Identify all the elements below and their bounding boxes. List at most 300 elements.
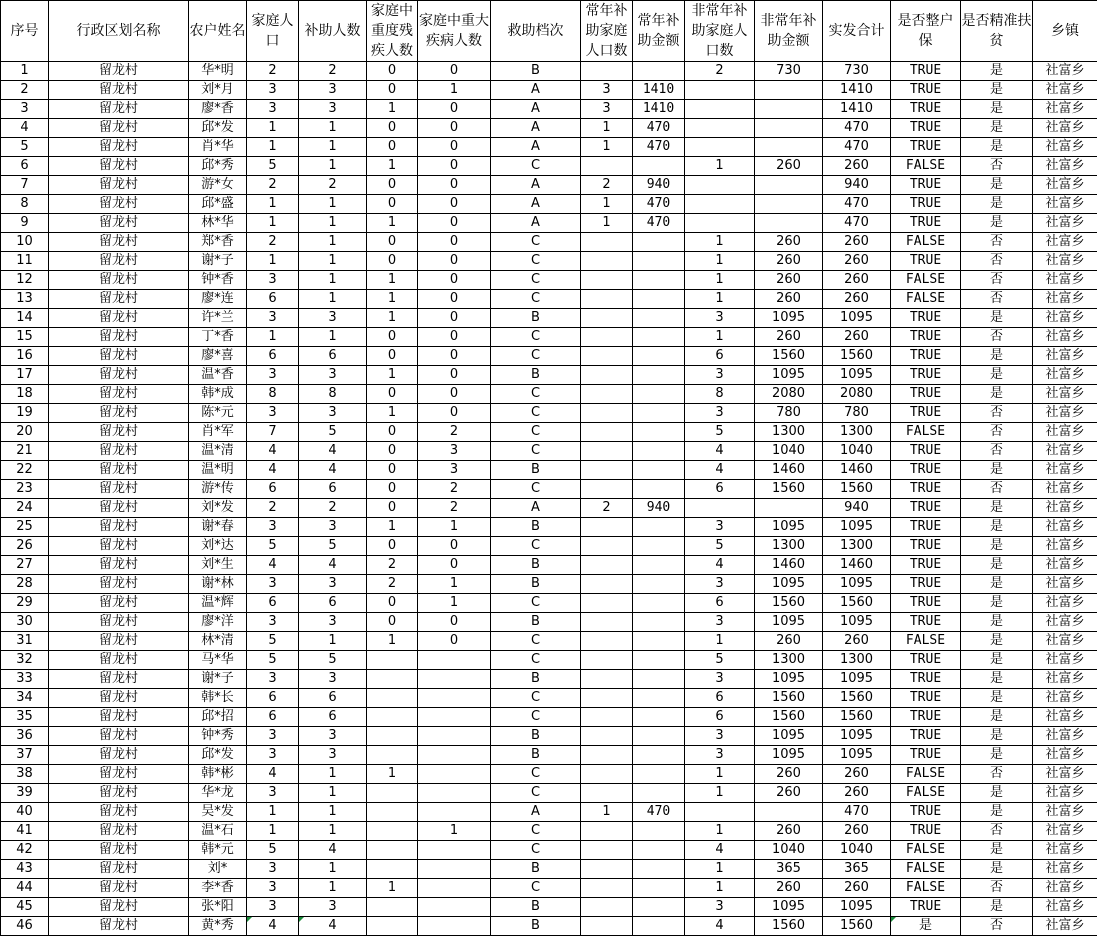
cell-regular-amount[interactable] (633, 537, 685, 556)
cell-aided-count[interactable]: 6 (299, 708, 367, 727)
cell-seq[interactable]: 24 (1, 499, 49, 518)
cell-total[interactable]: 470 (823, 803, 891, 822)
cell-regular-people[interactable] (581, 651, 633, 670)
cell-town[interactable]: 社富乡 (1033, 746, 1097, 765)
cell-regular-amount[interactable] (633, 290, 685, 309)
cell-regular-amount[interactable]: 470 (633, 803, 685, 822)
cell-regular-people[interactable]: 1 (581, 214, 633, 233)
cell-illness-count[interactable]: 0 (418, 62, 491, 81)
cell-seq[interactable]: 31 (1, 632, 49, 651)
cell-whole-household[interactable]: TRUE (891, 404, 961, 423)
cell-seq[interactable]: 25 (1, 518, 49, 537)
cell-irregular-people[interactable]: 1 (685, 233, 755, 252)
cell-regular-amount[interactable] (633, 860, 685, 879)
cell-seq[interactable]: 34 (1, 689, 49, 708)
cell-regular-people[interactable]: 1 (581, 119, 633, 138)
cell-precise-poverty[interactable]: 是 (961, 803, 1033, 822)
cell-town[interactable]: 社富乡 (1033, 461, 1097, 480)
cell-regular-people[interactable] (581, 708, 633, 727)
cell-regular-people[interactable] (581, 537, 633, 556)
cell-aid-level[interactable]: B (491, 575, 581, 594)
cell-disabled-count[interactable]: 0 (367, 176, 418, 195)
cell-whole-household[interactable]: TRUE (891, 119, 961, 138)
cell-name[interactable]: 游*女 (189, 176, 247, 195)
cell-precise-poverty[interactable]: 是 (961, 461, 1033, 480)
cell-regular-amount[interactable] (633, 765, 685, 784)
cell-illness-count[interactable]: 1 (418, 575, 491, 594)
cell-irregular-people[interactable]: 6 (685, 480, 755, 499)
cell-family-size[interactable]: 3 (247, 860, 299, 879)
cell-illness-count[interactable] (418, 784, 491, 803)
cell-regular-amount[interactable]: 940 (633, 499, 685, 518)
cell-seq[interactable]: 26 (1, 537, 49, 556)
cell-regular-people[interactable] (581, 784, 633, 803)
cell-name[interactable]: 韩*成 (189, 385, 247, 404)
cell-irregular-amount[interactable] (755, 81, 823, 100)
cell-disabled-count[interactable]: 1 (367, 404, 418, 423)
cell-regular-amount[interactable] (633, 233, 685, 252)
cell-precise-poverty[interactable]: 是 (961, 176, 1033, 195)
cell-total[interactable]: 1040 (823, 841, 891, 860)
cell-total[interactable]: 1300 (823, 423, 891, 442)
cell-total[interactable]: 470 (823, 195, 891, 214)
cell-regular-people[interactable] (581, 347, 633, 366)
cell-aided-count[interactable]: 3 (299, 100, 367, 119)
cell-whole-household[interactable]: FALSE (891, 879, 961, 898)
cell-district[interactable]: 留龙村 (49, 898, 189, 917)
header-aid-level[interactable]: 救助档次 (491, 1, 581, 62)
cell-aid-level[interactable]: C (491, 822, 581, 841)
cell-district[interactable]: 留龙村 (49, 708, 189, 727)
cell-district[interactable]: 留龙村 (49, 252, 189, 271)
cell-total[interactable]: 260 (823, 328, 891, 347)
cell-disabled-count[interactable]: 2 (367, 556, 418, 575)
cell-total[interactable]: 260 (823, 252, 891, 271)
cell-regular-amount[interactable] (633, 157, 685, 176)
cell-illness-count[interactable] (418, 803, 491, 822)
cell-whole-household[interactable]: TRUE (891, 328, 961, 347)
cell-illness-count[interactable]: 0 (418, 309, 491, 328)
cell-aid-level[interactable]: A (491, 119, 581, 138)
cell-family-size[interactable]: 6 (247, 480, 299, 499)
cell-disabled-count[interactable]: 0 (367, 423, 418, 442)
cell-irregular-people[interactable] (685, 214, 755, 233)
cell-seq[interactable]: 3 (1, 100, 49, 119)
cell-regular-amount[interactable] (633, 347, 685, 366)
cell-total[interactable]: 365 (823, 860, 891, 879)
cell-irregular-people[interactable]: 4 (685, 461, 755, 480)
cell-seq[interactable]: 33 (1, 670, 49, 689)
cell-name[interactable]: 韩*长 (189, 689, 247, 708)
cell-irregular-people[interactable]: 4 (685, 841, 755, 860)
cell-family-size[interactable]: 3 (247, 784, 299, 803)
cell-whole-household[interactable]: FALSE (891, 765, 961, 784)
cell-irregular-amount[interactable]: 1460 (755, 556, 823, 575)
cell-irregular-people[interactable] (685, 100, 755, 119)
cell-precise-poverty[interactable]: 否 (961, 404, 1033, 423)
cell-aided-count[interactable]: 3 (299, 309, 367, 328)
cell-illness-count[interactable]: 0 (418, 176, 491, 195)
cell-aid-level[interactable]: B (491, 613, 581, 632)
cell-precise-poverty[interactable]: 否 (961, 480, 1033, 499)
cell-town[interactable]: 社富乡 (1033, 309, 1097, 328)
cell-regular-people[interactable] (581, 746, 633, 765)
cell-illness-count[interactable]: 0 (418, 385, 491, 404)
cell-disabled-count[interactable] (367, 784, 418, 803)
cell-name[interactable]: 廖*连 (189, 290, 247, 309)
cell-aided-count[interactable]: 1 (299, 765, 367, 784)
cell-aid-level[interactable]: C (491, 841, 581, 860)
cell-regular-people[interactable] (581, 404, 633, 423)
cell-family-size[interactable]: 3 (247, 613, 299, 632)
cell-regular-amount[interactable] (633, 651, 685, 670)
cell-illness-count[interactable]: 1 (418, 81, 491, 100)
cell-aid-level[interactable]: C (491, 271, 581, 290)
cell-seq[interactable]: 41 (1, 822, 49, 841)
cell-regular-people[interactable] (581, 575, 633, 594)
cell-total[interactable]: 1040 (823, 442, 891, 461)
cell-aided-count[interactable]: 1 (299, 271, 367, 290)
cell-irregular-amount[interactable]: 1560 (755, 689, 823, 708)
cell-illness-count[interactable] (418, 708, 491, 727)
cell-total[interactable]: 1095 (823, 366, 891, 385)
cell-total[interactable]: 780 (823, 404, 891, 423)
cell-regular-people[interactable] (581, 670, 633, 689)
cell-aid-level[interactable]: C (491, 423, 581, 442)
cell-disabled-count[interactable]: 1 (367, 765, 418, 784)
header-illness-count[interactable]: 家庭中重大疾病人数 (418, 1, 491, 62)
cell-name[interactable]: 许*兰 (189, 309, 247, 328)
cell-regular-people[interactable] (581, 689, 633, 708)
cell-seq[interactable]: 28 (1, 575, 49, 594)
cell-regular-amount[interactable]: 470 (633, 119, 685, 138)
cell-regular-people[interactable] (581, 480, 633, 499)
cell-whole-household[interactable]: TRUE (891, 575, 961, 594)
cell-name[interactable]: 温*辉 (189, 594, 247, 613)
cell-seq[interactable]: 39 (1, 784, 49, 803)
cell-disabled-count[interactable] (367, 860, 418, 879)
cell-name[interactable]: 温*石 (189, 822, 247, 841)
cell-regular-amount[interactable] (633, 727, 685, 746)
cell-precise-poverty[interactable]: 是 (961, 670, 1033, 689)
cell-disabled-count[interactable]: 0 (367, 613, 418, 632)
cell-irregular-amount[interactable]: 1095 (755, 613, 823, 632)
cell-whole-household[interactable]: TRUE (891, 537, 961, 556)
cell-regular-amount[interactable]: 470 (633, 138, 685, 157)
cell-irregular-amount[interactable] (755, 138, 823, 157)
cell-irregular-amount[interactable]: 1460 (755, 461, 823, 480)
cell-irregular-amount[interactable]: 1095 (755, 670, 823, 689)
cell-aided-count[interactable]: 1 (299, 784, 367, 803)
cell-town[interactable]: 社富乡 (1033, 841, 1097, 860)
cell-total[interactable]: 1095 (823, 518, 891, 537)
cell-seq[interactable]: 38 (1, 765, 49, 784)
cell-seq[interactable]: 35 (1, 708, 49, 727)
cell-illness-count[interactable]: 0 (418, 613, 491, 632)
cell-regular-people[interactable]: 1 (581, 803, 633, 822)
cell-regular-people[interactable] (581, 271, 633, 290)
cell-aid-level[interactable]: B (491, 917, 581, 936)
cell-district[interactable]: 留龙村 (49, 518, 189, 537)
cell-whole-household[interactable]: TRUE (891, 822, 961, 841)
cell-precise-poverty[interactable]: 是 (961, 727, 1033, 746)
cell-aid-level[interactable]: C (491, 385, 581, 404)
cell-district[interactable]: 留龙村 (49, 613, 189, 632)
cell-seq[interactable]: 7 (1, 176, 49, 195)
cell-regular-people[interactable] (581, 594, 633, 613)
cell-aided-count[interactable]: 3 (299, 366, 367, 385)
header-irregular-people[interactable]: 非常年补助家庭人口数 (685, 1, 755, 62)
cell-regular-amount[interactable] (633, 898, 685, 917)
cell-precise-poverty[interactable]: 是 (961, 100, 1033, 119)
cell-district[interactable]: 留龙村 (49, 62, 189, 81)
cell-total[interactable]: 1560 (823, 708, 891, 727)
cell-regular-people[interactable] (581, 252, 633, 271)
cell-seq[interactable]: 45 (1, 898, 49, 917)
cell-irregular-people[interactable]: 1 (685, 157, 755, 176)
cell-regular-amount[interactable] (633, 366, 685, 385)
cell-whole-household[interactable]: FALSE (891, 784, 961, 803)
cell-seq[interactable]: 13 (1, 290, 49, 309)
cell-whole-household[interactable]: FALSE (891, 290, 961, 309)
cell-precise-poverty[interactable]: 是 (961, 366, 1033, 385)
cell-town[interactable]: 社富乡 (1033, 81, 1097, 100)
cell-illness-count[interactable] (418, 670, 491, 689)
cell-town[interactable]: 社富乡 (1033, 708, 1097, 727)
cell-precise-poverty[interactable]: 是 (961, 214, 1033, 233)
cell-irregular-amount[interactable]: 730 (755, 62, 823, 81)
cell-precise-poverty[interactable]: 是 (961, 860, 1033, 879)
cell-aid-level[interactable]: B (491, 518, 581, 537)
cell-aid-level[interactable]: A (491, 499, 581, 518)
cell-whole-household[interactable]: FALSE (891, 271, 961, 290)
cell-name[interactable]: 林*华 (189, 214, 247, 233)
cell-disabled-count[interactable]: 1 (367, 632, 418, 651)
cell-disabled-count[interactable] (367, 746, 418, 765)
cell-name[interactable]: 邱*发 (189, 746, 247, 765)
cell-disabled-count[interactable]: 0 (367, 594, 418, 613)
cell-district[interactable]: 留龙村 (49, 119, 189, 138)
cell-irregular-amount[interactable]: 1560 (755, 480, 823, 499)
cell-aided-count[interactable]: 2 (299, 499, 367, 518)
cell-whole-household[interactable]: TRUE (891, 556, 961, 575)
cell-illness-count[interactable]: 0 (418, 366, 491, 385)
cell-total[interactable]: 260 (823, 233, 891, 252)
cell-irregular-people[interactable]: 1 (685, 290, 755, 309)
cell-town[interactable]: 社富乡 (1033, 480, 1097, 499)
cell-whole-household[interactable]: TRUE (891, 138, 961, 157)
cell-illness-count[interactable]: 0 (418, 100, 491, 119)
cell-district[interactable]: 留龙村 (49, 803, 189, 822)
cell-regular-people[interactable] (581, 328, 633, 347)
cell-regular-people[interactable] (581, 157, 633, 176)
cell-seq[interactable]: 27 (1, 556, 49, 575)
cell-irregular-people[interactable]: 8 (685, 385, 755, 404)
cell-name[interactable]: 肖*华 (189, 138, 247, 157)
cell-total[interactable]: 260 (823, 765, 891, 784)
cell-precise-poverty[interactable]: 是 (961, 119, 1033, 138)
cell-regular-amount[interactable] (633, 328, 685, 347)
cell-precise-poverty[interactable]: 是 (961, 556, 1033, 575)
cell-illness-count[interactable]: 0 (418, 214, 491, 233)
cell-whole-household[interactable]: TRUE (891, 252, 961, 271)
cell-seq[interactable]: 18 (1, 385, 49, 404)
cell-regular-people[interactable] (581, 917, 633, 936)
cell-aid-level[interactable]: B (491, 860, 581, 879)
cell-regular-amount[interactable] (633, 442, 685, 461)
cell-aid-level[interactable]: B (491, 727, 581, 746)
cell-aided-count[interactable]: 1 (299, 879, 367, 898)
cell-aid-level[interactable]: C (491, 784, 581, 803)
cell-name[interactable]: 刘*发 (189, 499, 247, 518)
cell-irregular-amount[interactable]: 260 (755, 632, 823, 651)
cell-illness-count[interactable] (418, 765, 491, 784)
cell-whole-household[interactable]: TRUE (891, 594, 961, 613)
cell-regular-amount[interactable] (633, 575, 685, 594)
cell-aided-count[interactable]: 6 (299, 347, 367, 366)
cell-town[interactable]: 社富乡 (1033, 138, 1097, 157)
cell-irregular-amount[interactable]: 260 (755, 328, 823, 347)
cell-total[interactable]: 260 (823, 157, 891, 176)
cell-total[interactable]: 470 (823, 214, 891, 233)
cell-irregular-people[interactable]: 6 (685, 347, 755, 366)
cell-family-size[interactable]: 3 (247, 404, 299, 423)
cell-precise-poverty[interactable]: 是 (961, 309, 1033, 328)
cell-district[interactable]: 留龙村 (49, 537, 189, 556)
cell-disabled-count[interactable]: 0 (367, 252, 418, 271)
cell-illness-count[interactable]: 3 (418, 442, 491, 461)
cell-precise-poverty[interactable]: 是 (961, 575, 1033, 594)
cell-disabled-count[interactable]: 1 (367, 879, 418, 898)
cell-town[interactable]: 社富乡 (1033, 803, 1097, 822)
cell-aid-level[interactable]: C (491, 252, 581, 271)
cell-regular-people[interactable] (581, 879, 633, 898)
cell-aid-level[interactable]: B (491, 366, 581, 385)
cell-regular-amount[interactable] (633, 404, 685, 423)
cell-disabled-count[interactable] (367, 670, 418, 689)
cell-town[interactable]: 社富乡 (1033, 271, 1097, 290)
cell-illness-count[interactable]: 0 (418, 537, 491, 556)
cell-precise-poverty[interactable]: 是 (961, 518, 1033, 537)
cell-regular-people[interactable] (581, 423, 633, 442)
cell-irregular-amount[interactable]: 1560 (755, 594, 823, 613)
cell-illness-count[interactable]: 0 (418, 404, 491, 423)
cell-total[interactable]: 1560 (823, 689, 891, 708)
cell-aided-count[interactable]: 4 (299, 917, 367, 936)
cell-aided-count[interactable]: 1 (299, 119, 367, 138)
header-irregular-amount[interactable]: 非常年补助金额 (755, 1, 823, 62)
cell-district[interactable]: 留龙村 (49, 841, 189, 860)
cell-regular-amount[interactable] (633, 480, 685, 499)
cell-family-size[interactable]: 4 (247, 765, 299, 784)
cell-total[interactable]: 940 (823, 176, 891, 195)
cell-irregular-people[interactable]: 3 (685, 670, 755, 689)
cell-regular-amount[interactable] (633, 252, 685, 271)
cell-whole-household[interactable]: TRUE (891, 176, 961, 195)
cell-aid-level[interactable]: C (491, 689, 581, 708)
cell-seq[interactable]: 21 (1, 442, 49, 461)
cell-name[interactable]: 李*香 (189, 879, 247, 898)
cell-regular-people[interactable] (581, 632, 633, 651)
cell-irregular-people[interactable]: 3 (685, 575, 755, 594)
cell-whole-household[interactable]: TRUE (891, 898, 961, 917)
cell-town[interactable]: 社富乡 (1033, 62, 1097, 81)
cell-irregular-people[interactable] (685, 499, 755, 518)
cell-seq[interactable]: 17 (1, 366, 49, 385)
cell-district[interactable]: 留龙村 (49, 347, 189, 366)
cell-illness-count[interactable] (418, 917, 491, 936)
cell-irregular-amount[interactable]: 260 (755, 822, 823, 841)
cell-disabled-count[interactable]: 0 (367, 62, 418, 81)
cell-whole-household[interactable]: TRUE (891, 651, 961, 670)
cell-disabled-count[interactable]: 0 (367, 347, 418, 366)
cell-precise-poverty[interactable]: 是 (961, 784, 1033, 803)
cell-regular-people[interactable]: 1 (581, 138, 633, 157)
cell-whole-household[interactable]: TRUE (891, 803, 961, 822)
cell-irregular-amount[interactable]: 260 (755, 290, 823, 309)
cell-aided-count[interactable]: 4 (299, 442, 367, 461)
cell-aided-count[interactable]: 3 (299, 575, 367, 594)
cell-family-size[interactable]: 1 (247, 138, 299, 157)
cell-regular-amount[interactable] (633, 822, 685, 841)
cell-name[interactable]: 谢*林 (189, 575, 247, 594)
cell-seq[interactable]: 16 (1, 347, 49, 366)
header-name[interactable]: 农户姓名 (189, 1, 247, 62)
cell-family-size[interactable]: 3 (247, 271, 299, 290)
cell-whole-household[interactable]: TRUE (891, 613, 961, 632)
cell-irregular-people[interactable]: 3 (685, 898, 755, 917)
cell-precise-poverty[interactable]: 是 (961, 347, 1033, 366)
cell-irregular-people[interactable]: 6 (685, 708, 755, 727)
cell-regular-people[interactable] (581, 518, 633, 537)
cell-precise-poverty[interactable]: 否 (961, 917, 1033, 936)
cell-aided-count[interactable]: 5 (299, 651, 367, 670)
cell-district[interactable]: 留龙村 (49, 385, 189, 404)
cell-family-size[interactable]: 3 (247, 100, 299, 119)
cell-aided-count[interactable]: 4 (299, 461, 367, 480)
cell-total[interactable]: 1095 (823, 309, 891, 328)
cell-aided-count[interactable]: 6 (299, 594, 367, 613)
cell-district[interactable]: 留龙村 (49, 81, 189, 100)
cell-regular-amount[interactable]: 470 (633, 195, 685, 214)
cell-regular-people[interactable] (581, 461, 633, 480)
cell-district[interactable]: 留龙村 (49, 499, 189, 518)
cell-precise-poverty[interactable]: 否 (961, 271, 1033, 290)
cell-total[interactable]: 1410 (823, 81, 891, 100)
cell-family-size[interactable]: 3 (247, 81, 299, 100)
cell-aided-count[interactable]: 1 (299, 195, 367, 214)
cell-disabled-count[interactable] (367, 708, 418, 727)
cell-seq[interactable]: 8 (1, 195, 49, 214)
cell-district[interactable]: 留龙村 (49, 784, 189, 803)
cell-seq[interactable]: 15 (1, 328, 49, 347)
cell-town[interactable]: 社富乡 (1033, 613, 1097, 632)
cell-aided-count[interactable]: 3 (299, 518, 367, 537)
cell-disabled-count[interactable]: 0 (367, 480, 418, 499)
cell-district[interactable]: 留龙村 (49, 328, 189, 347)
cell-aided-count[interactable]: 8 (299, 385, 367, 404)
cell-regular-people[interactable] (581, 309, 633, 328)
cell-precise-poverty[interactable]: 是 (961, 62, 1033, 81)
cell-disabled-count[interactable]: 0 (367, 81, 418, 100)
cell-illness-count[interactable]: 2 (418, 499, 491, 518)
cell-whole-household[interactable]: TRUE (891, 347, 961, 366)
cell-town[interactable]: 社富乡 (1033, 385, 1097, 404)
cell-town[interactable]: 社富乡 (1033, 860, 1097, 879)
cell-irregular-amount[interactable]: 1560 (755, 347, 823, 366)
cell-family-size[interactable]: 4 (247, 442, 299, 461)
cell-total[interactable]: 260 (823, 784, 891, 803)
